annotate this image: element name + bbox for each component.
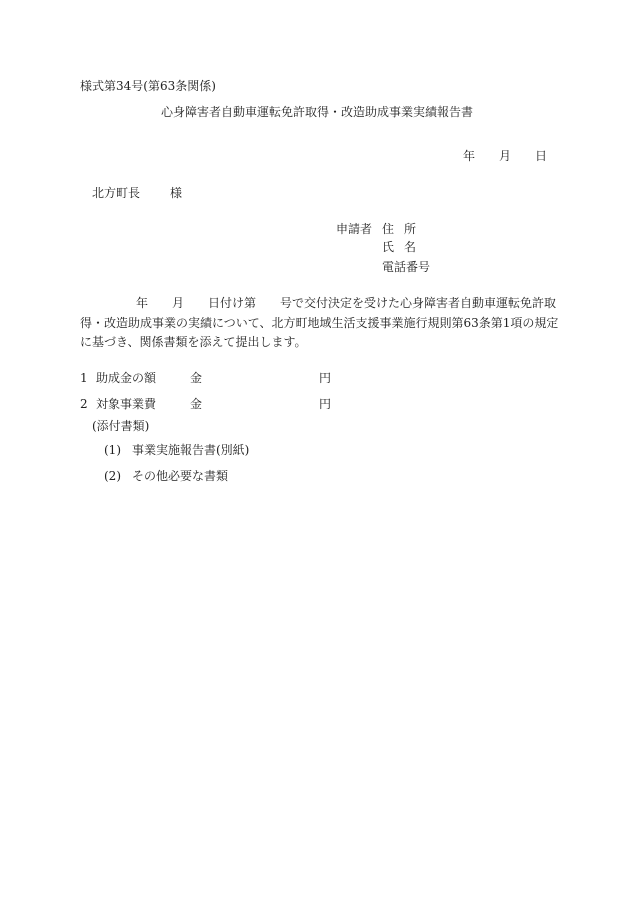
applicant-name-label: 氏名 [382,240,427,254]
attachment-label: その他必要な書類 [132,469,229,483]
body-month-label: 月 [172,296,185,310]
date-month-label: 月 [499,149,512,163]
form-number: 様式第34号(第63条関係) [80,79,216,93]
item-number: 2 [80,397,88,411]
item-currency-prefix: 金 [190,397,203,411]
item-unit: 円 [319,397,332,411]
document-title: 心身障害者自動車運転免許取得・改造助成事業実績報告書 [161,105,474,119]
attachment-label: 事業実施報告書(別紙) [132,443,250,457]
attachments-heading: (添付書類) [92,419,150,433]
item-unit: 円 [319,371,332,385]
date-day-label: 日 [535,149,548,163]
body-line-1-text: 日付け第 号で交付決定を受けた心身障害者自動車運転免許取 [208,296,557,310]
item-currency-prefix: 金 [190,371,203,385]
date-year-label: 年 [463,149,476,163]
body-year-label: 年 [136,296,149,310]
attachment-number: (2) [104,469,121,483]
body-line-2: 得・改造助成事業の実績について、北方町地域生活支援事業施行規則第63条第1項の規定 [80,316,559,330]
item-label: 対象事業費 [96,397,157,411]
applicant-address-label: 住所 [382,222,427,236]
applicant-label: 申請者 [336,222,373,236]
item-number: 1 [80,371,88,385]
addressee-honorific: 様 [170,186,183,200]
item-label: 助成金の額 [96,371,157,385]
attachment-number: (1) [104,443,121,457]
addressee-name: 北方町長 [92,186,141,200]
body-line-3: に基づき、関係書類を添えて提出します。 [80,335,307,349]
applicant-phone-label: 電話番号 [382,260,431,274]
